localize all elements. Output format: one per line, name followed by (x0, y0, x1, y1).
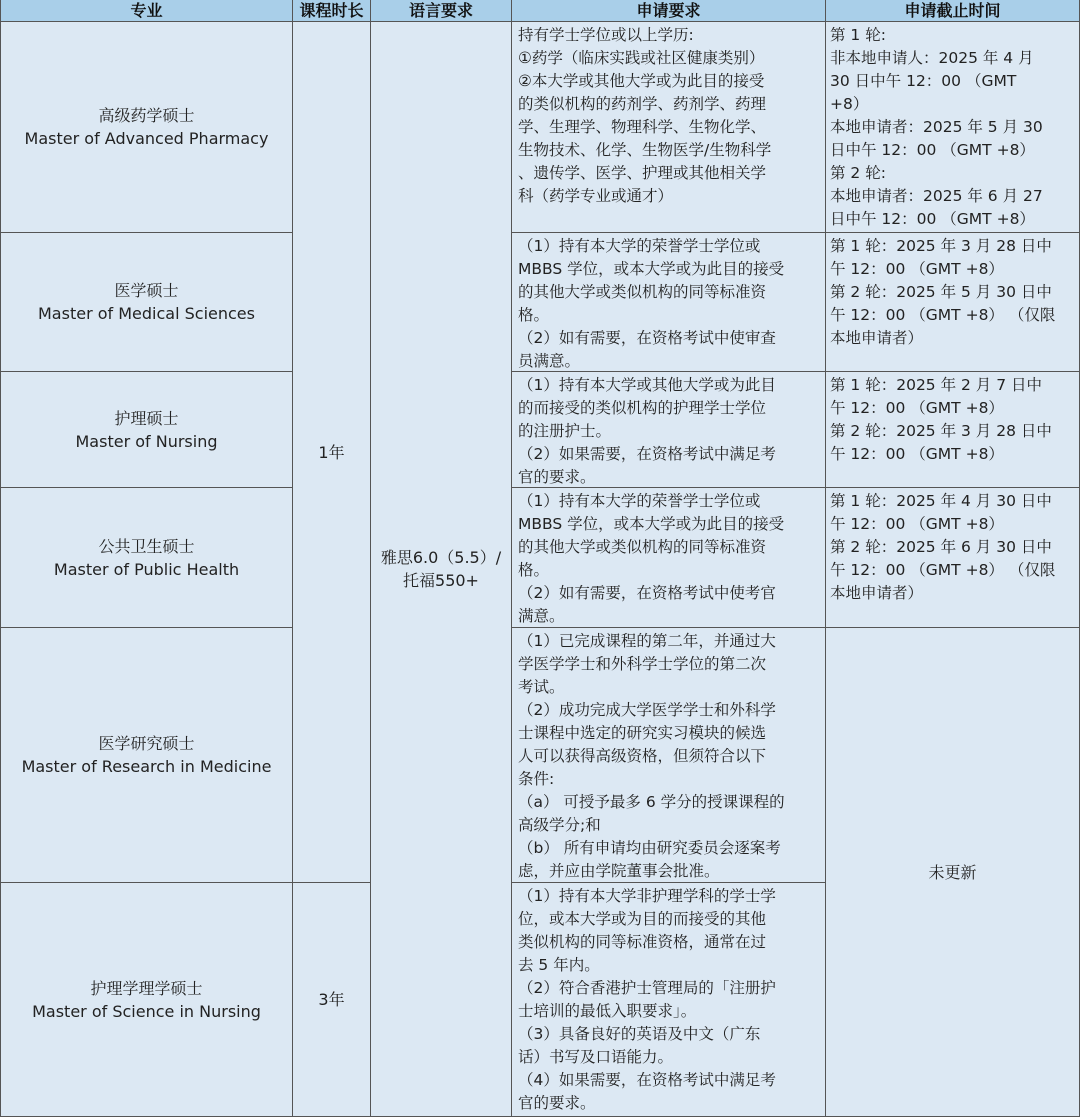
major-name-en: Master of Public Health (53, 559, 240, 579)
deadline-cell: 第 1 轮：2025 年 4 月 30 日中 午 12：00 （GMT +8） 第 2 轮：2025 年 6 月 30 日中 午 12：00 （GMT +8） （仅限 本地申请者） (826, 488, 1080, 628)
deadline-cell: 第 1 轮: 非本地申请人：2025 年 4 月 30 日中午 12：00 （GMT +8） 本地申请者：2025 年 5 月 30 日中午 12：00 （GMT +8） 第 2 轮: 本地申请者：2025 年 6 月 27 日中午 12：00 （GMT +8） (826, 22, 1080, 233)
requirement-cell: （1）持有本大学的荣誉学士学位或 MBBS 学位，或本大学或为此目的接受 的其他大学或类似机构的同等标准资 格。 （2）如有需要，在资格考试中使审查 员满意。 (512, 233, 826, 372)
major-cell (0, 233, 293, 372)
major-cell (0, 372, 293, 488)
language-requirement-line1: 雅思6.0（5.5）/ (380, 548, 502, 567)
deadline-cell: 第 1 轮：2025 年 3 月 28 日中 午 12：00 （GMT +8） 第 2 轮：2025 年 5 月 30 日中 午 12：00 （GMT +8） （仅限 本地申请者） (826, 233, 1080, 372)
duration-value: 3年 (318, 990, 345, 1009)
major-name-cn: 医学研究硕士 (98, 734, 195, 753)
language-cell (371, 22, 512, 1117)
major-name-cn: 医学硕士 (114, 281, 179, 300)
major-name-en: Master of Advanced Pharmacy (24, 129, 269, 148)
not-updated-text: 未更新 (928, 862, 977, 882)
major-name-en: Master of Research in Medicine (21, 757, 272, 776)
requirement-cell: （1）已完成课程的第二年，并通过大 学医学学士和外科学士学位的第二次 考试。 （2）成功完成大学医学学士和外科学 士课程中选定的研究实习模块的候选 人可以获得高级资格，但须符合以下 条件: （a） 可授予最多 6 学分的授课课程的 高级学分;和 （b） 所有申请均由研究委员会逐案考 虑，并应由学院董事会批准。 (512, 628, 826, 883)
language-requirement-line2: 托福550+ (403, 571, 479, 590)
major-cell (0, 628, 293, 883)
major-name-cn: 护理硕士 (114, 408, 179, 428)
duration-value: 1年 (318, 442, 345, 462)
header-requirements: 申请要求 (512, 0, 826, 22)
major-name-cn: 高级药学硕士 (98, 106, 195, 125)
major-name-cn: 公共卫生硕士 (98, 536, 195, 556)
header-major: 专业 (0, 0, 293, 22)
header-language: 语言要求 (371, 0, 512, 22)
major-name-en: Master of Medical Sciences (38, 304, 255, 323)
requirement-cell: （1）持有本大学或其他大学或为此目 的而接受的类似机构的护理学士学位 的注册护士。 （2）如果需要，在资格考试中满足考 官的要求。 (512, 372, 826, 488)
requirement-cell: （1）持有本大学的荣誉学士学位或 MBBS 学位，或本大学或为此目的接受 的其他大学或类似机构的同等标准资 格。 （2）如有需要，在资格考试中使考官 满意。 (512, 488, 826, 628)
major-name-en: Master of Nursing (75, 431, 218, 451)
duration-cell (293, 22, 371, 883)
major-cell (0, 488, 293, 628)
deadline-cell-merged (826, 628, 1080, 1117)
requirement-cell: （1）持有本大学非护理学科的学士学 位，或本大学或为目的而接受的其他 类似机构的同等标准资格，通常在过 去 5 年内。 （2）符合香港护士管理局的「注册护 士培训的最低入职要求」。 （3）具备良好的英语及中文（广东 话）书写及口语能力。 （4）如果需要，在资格考试中满足考 官的要求。 (512, 883, 826, 1117)
requirement-cell: 持有学士学位或以上学历: ①药学（临床实践或社区健康类别） ②本大学或其他大学或为此目的接受 的类似机构的药剂学、药剂学、药理 学、生理学、物理科学、生物化学、 生物技术、化学、生物医学/生物科学 、遗传学、医学、护理或其他相关学 科（药学专业或通才） (512, 22, 826, 233)
major-cell (0, 883, 293, 1117)
major-name-en: Master of Science in Nursing (32, 1001, 261, 1021)
deadline-cell: 第 1 轮：2025 年 2 月 7 日中 午 12：00 （GMT +8） 第 2 轮：2025 年 3 月 28 日中 午 12：00 （GMT +8） (826, 372, 1080, 488)
duration-cell (293, 883, 371, 1117)
major-name-cn: 护理学理学硕士 (90, 978, 203, 998)
major-cell (0, 22, 293, 233)
header-duration: 课程时长 (293, 0, 371, 22)
header-deadline: 申请截止时间 (826, 0, 1080, 22)
